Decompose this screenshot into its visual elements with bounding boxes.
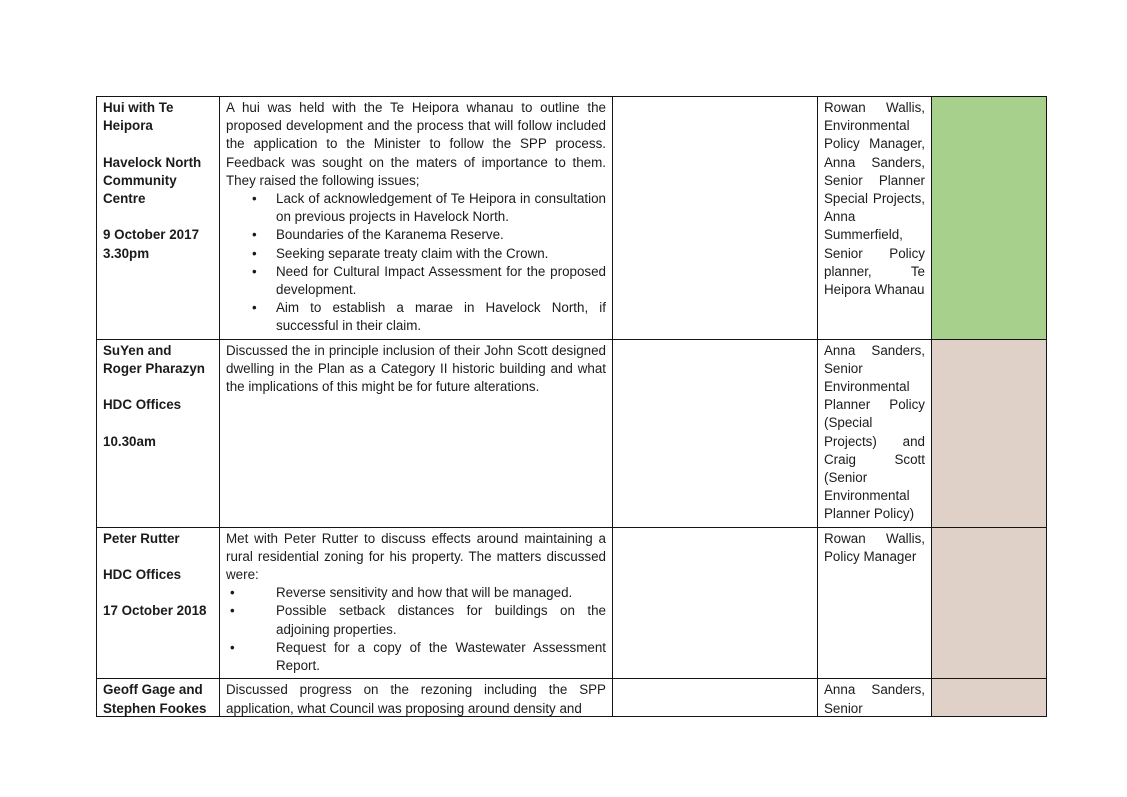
- meeting-cell: [96, 340, 219, 527]
- bullet-item: • Possible setback distances for buildings on the adjoining properties.: [226, 602, 606, 638]
- summary-cell: [219, 97, 612, 339]
- meeting-cell: [96, 679, 219, 716]
- bullet-item: • Aim to establish a marae in Havelock North, if successful in their claim.: [226, 299, 606, 335]
- bullet-item: • Reverse sensitivity and how that will be managed.: [226, 584, 606, 602]
- meeting-title: Hui with Te Heipora: [103, 100, 174, 134]
- meeting-venue: Havelock North Community Centre: [103, 154, 202, 206]
- bullet-item: • Request for a copy of the Wastewater Assessment Report.: [226, 639, 606, 675]
- attendees-cell: Anna Sanders, Senior Environmental Planner Policy (Special Projects) and Craig Scott (Senior Environmental Planner Policy): [817, 340, 931, 527]
- meeting-title: SuYen and Roger Pharazyn: [103, 342, 205, 376]
- summary-bullet-list: [226, 190, 606, 336]
- notes-cell: [612, 528, 817, 679]
- table-row: [96, 97, 1047, 340]
- meeting-datetime: 9 October 2017 3.30pm: [103, 227, 200, 261]
- meeting-cell: [96, 528, 219, 679]
- bullet-item: • Need for Cultural Impact Assessment for the proposed development.: [226, 263, 606, 299]
- table-row: [96, 340, 1047, 528]
- summary-text: Discussed progress on the rezoning including the SPP application, what Council was proposing around density and: [226, 682, 606, 716]
- notes-cell: [612, 679, 817, 716]
- meeting-datetime: 10.30am: [103, 433, 156, 449]
- consultation-meetings-table: [96, 96, 1047, 717]
- attendees-cell: Anna Sanders, Senior: [817, 679, 931, 716]
- meeting-venue: HDC Offices: [103, 567, 182, 583]
- status-cell: [931, 679, 1047, 716]
- bullet-item: • Seeking separate treaty claim with the Crown.: [226, 245, 606, 263]
- attendees-cell: Rowan Wallis, Policy Manager: [817, 528, 931, 679]
- bullet-item: • Boundaries of the Karanema Reserve.: [226, 226, 606, 244]
- summary-cell: [219, 340, 612, 527]
- meeting-title: Peter Rutter: [103, 530, 180, 546]
- status-cell: [931, 528, 1047, 679]
- status-cell: [931, 97, 1047, 339]
- summary-cell: [219, 528, 612, 679]
- meeting-venue: HDC Offices: [103, 397, 182, 413]
- summary-text: Discussed the in principle inclusion of their John Scott designed dwelling in the Plan as a Category II historic building and what the implications of this might be for future alterations.: [226, 342, 606, 395]
- meeting-datetime: 17 October 2018: [103, 603, 207, 619]
- meeting-title: Geoff Gage and Stephen Fookes: [103, 682, 207, 716]
- summary-text: A hui was held with the Te Heipora whanau to outline the proposed development and the process that will follow included the application to the Minister to follow the SPP process. Feedback was sought on the maters of importance to them. They raised the following issues;: [226, 100, 606, 188]
- notes-cell: [612, 340, 817, 527]
- summary-bullet-list: [226, 584, 606, 675]
- table-row: [96, 679, 1047, 716]
- summary-text: Met with Peter Rutter to discuss effects around maintaining a rural residential zoning for his property. The matters discussed were:: [226, 530, 606, 583]
- status-cell: [931, 340, 1047, 527]
- meeting-cell: [96, 97, 219, 339]
- table-row: [96, 528, 1047, 680]
- summary-cell: [219, 679, 612, 716]
- bullet-item: • Lack of acknowledgement of Te Heipora in consultation on previous projects in Havelock North.: [226, 190, 606, 226]
- notes-cell: [612, 97, 817, 339]
- attendees-cell: Rowan Wallis, Environmental Policy Manager, Anna Sanders, Senior Planner Special Projects, Anna Summerfield, Senior Policy planner, Te Heipora Whanau: [817, 97, 931, 339]
